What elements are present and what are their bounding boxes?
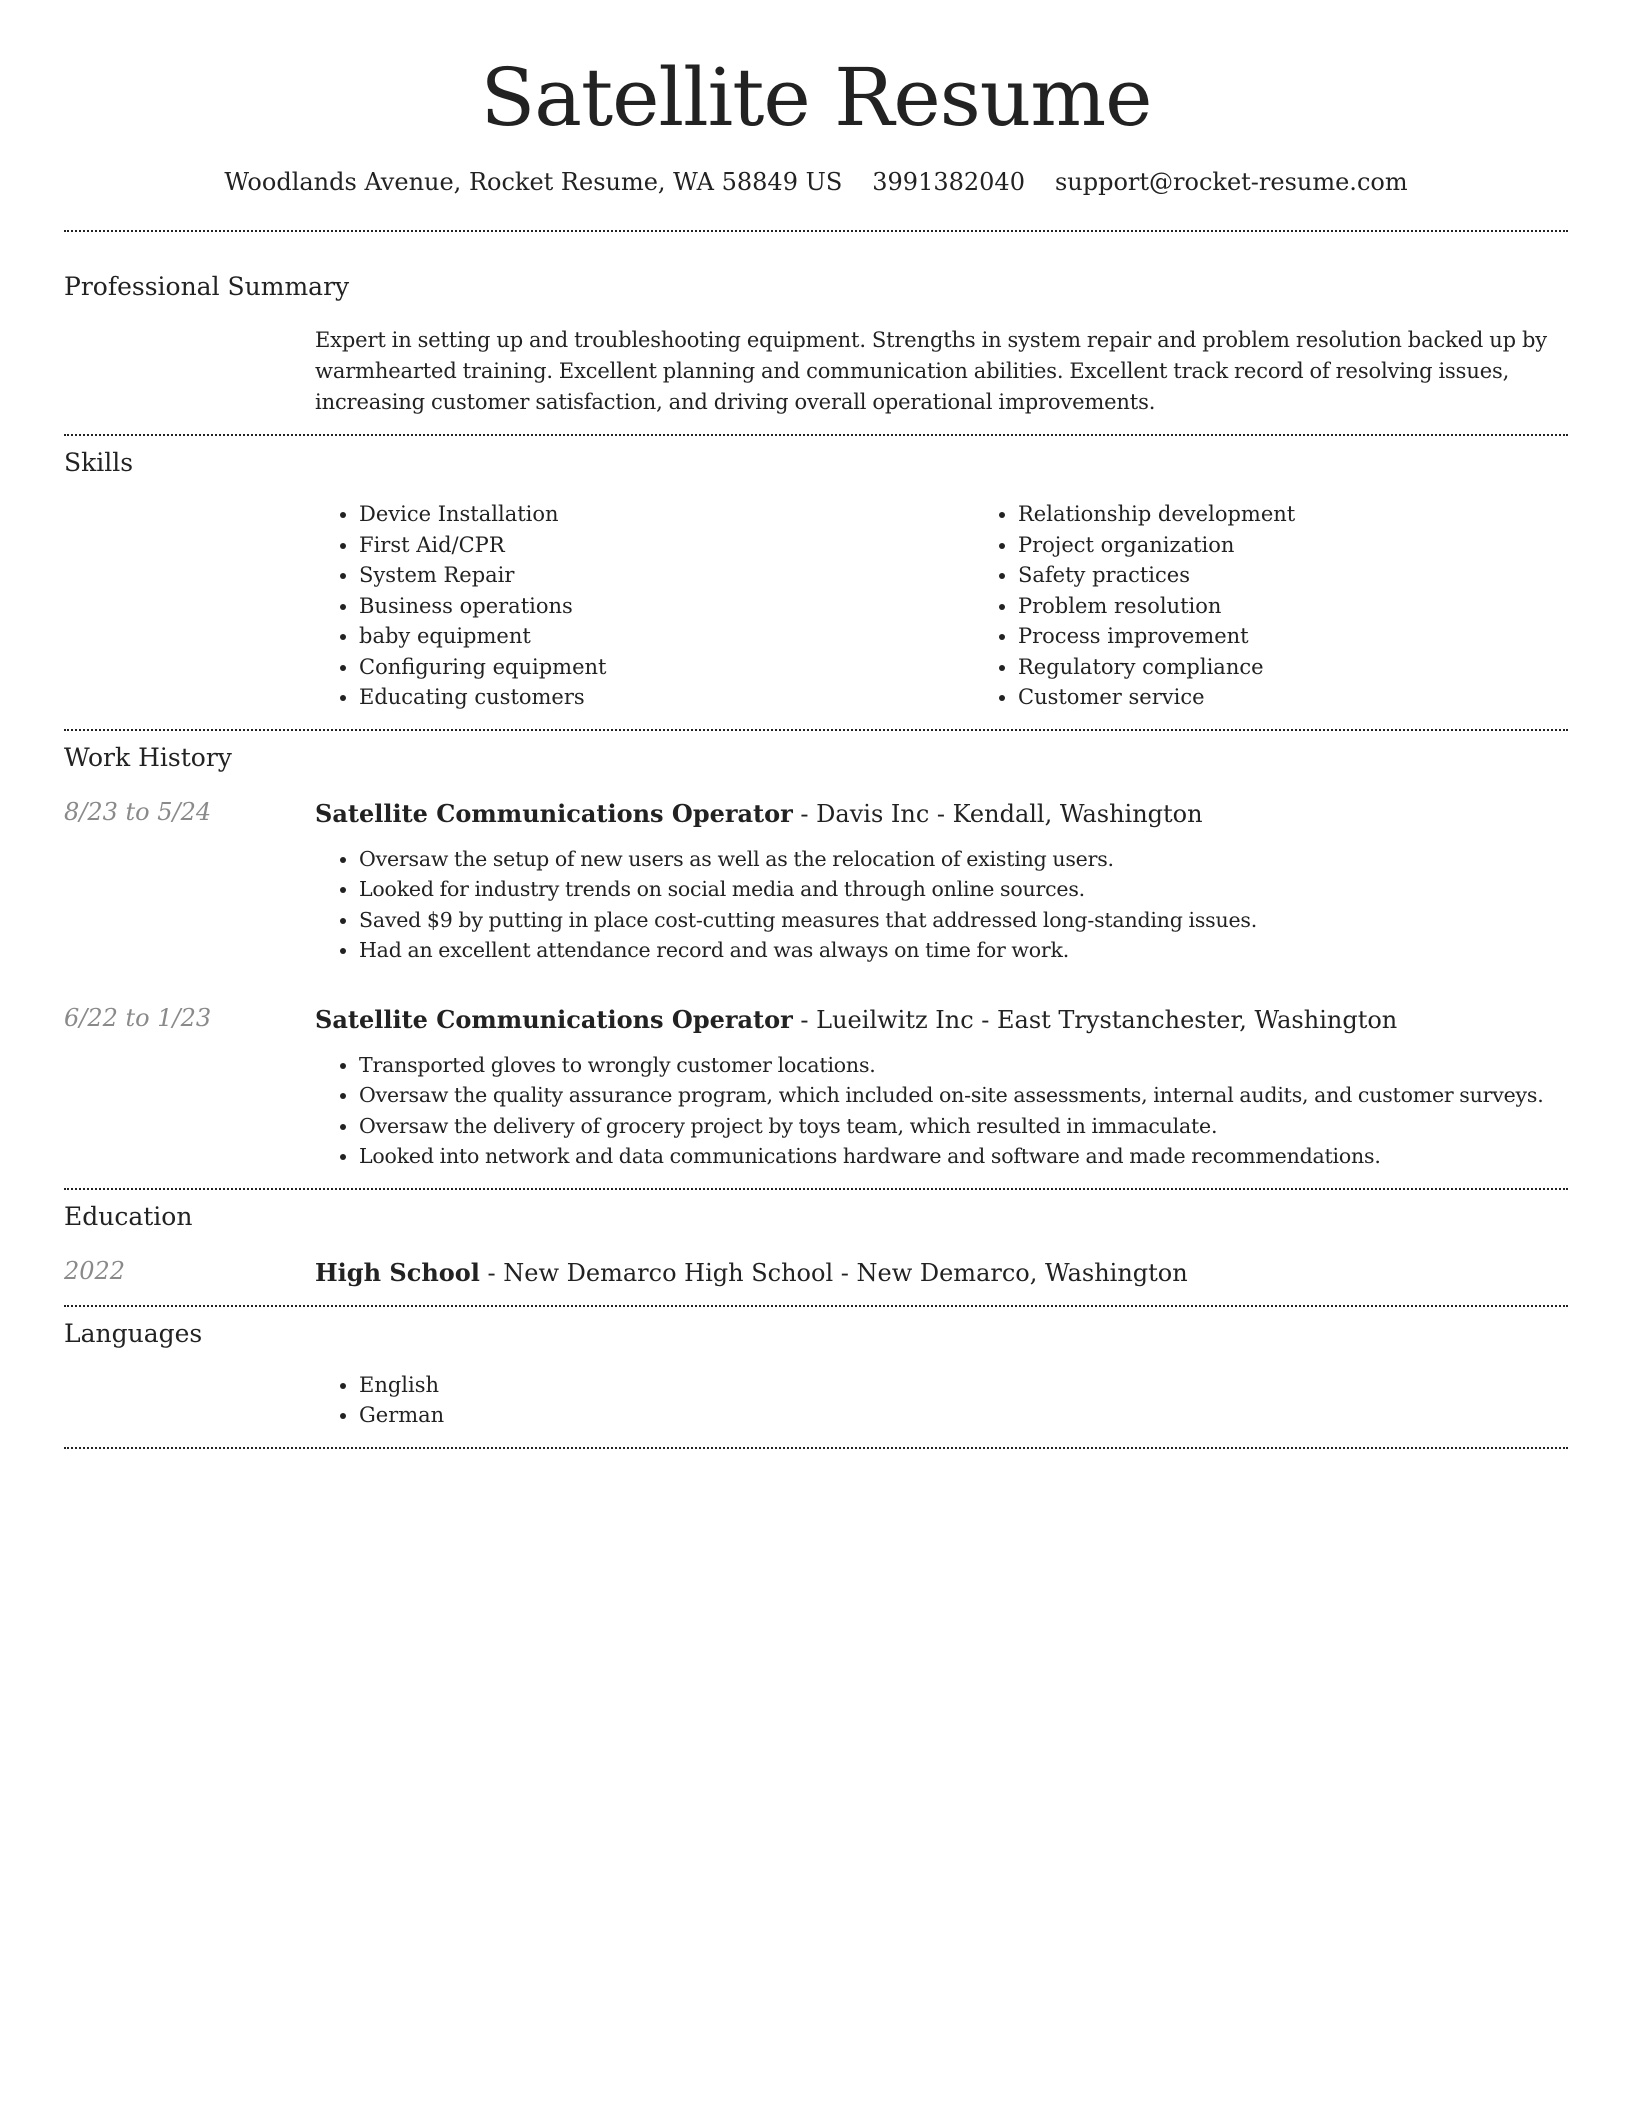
contact-address: Woodlands Avenue, Rocket Resume, WA 58849 US [224,168,843,196]
work-section [64,731,1568,1188]
skill-item: • Business operations [359,591,974,622]
job-bullet: • Oversaw the setup of new users as well as the relocation of existing users. [359,844,1568,875]
job-title [315,798,1568,830]
skill-item: • Safety practices [1018,560,1632,591]
education-title: Education [64,1201,193,1231]
skill-item: • Problem resolution [1018,591,1632,622]
summary-text: Expert in setting up and troubleshooting equipment. Strengths in system repair and problem resolution backed up by warmhearted training. Excellent planning and communication abilities. Excellent track record of resolving issues, increasing customer satisfaction, and driving overall operational improvements. [315,328,1547,414]
languages-list [315,1370,1568,1431]
skill-item: • baby equipment [359,621,974,652]
job-dates: 8/23 to 5/24 [64,797,212,826]
languages-title: Languages [64,1318,203,1348]
language-item: • German [359,1400,1568,1431]
contact-line [64,168,1568,196]
summary-section [64,232,1568,434]
contact-email: support@rocket-resume.com [1054,168,1408,196]
job-role: Satellite Communications Operator [315,1004,793,1034]
language-item: • English [359,1370,1568,1401]
job-bullet: • Had an excellent attendance record and was always on time for work. [359,935,1568,966]
skills-title: Skills [64,448,134,477]
job-entry [64,798,1568,966]
skill-item: • Educating customers [359,682,974,713]
skill-item: • Regulatory compliance [1018,652,1632,683]
job-bullets [315,844,1568,966]
skill-item: • First Aid/CPR [359,530,974,561]
divider [64,1447,1568,1449]
job-details: - Lueilwitz Inc - East Trystanchester, Washington [792,1005,1398,1034]
job-bullet: • Oversaw the quality assurance program, which included on-site assessments, internal audits, and customer surveys. [359,1080,1568,1111]
contact-phone: 3991382040 [872,168,1025,196]
job-role: Satellite Communications Operator [315,798,793,828]
resume-page [64,0,1568,1449]
job-details: - Davis Inc - Kendall, Washington [792,799,1203,828]
summary-title: Professional Summary [64,272,350,301]
education-degree: High School [315,1257,480,1287]
skills-list-right [974,499,1632,713]
languages-section [64,1307,1568,1447]
work-title: Work History [64,742,232,772]
job-bullet: • Oversaw the delivery of grocery project by toys team, which resulted in immaculate. [359,1111,1568,1142]
job-title [315,1004,1568,1036]
education-details: - New Demarco High School - New Demarco, Washington [479,1258,1188,1287]
skills-section [64,436,1568,729]
job-bullets [315,1050,1568,1172]
resume-name: Satellite Resume [480,51,1152,144]
skill-item: • Customer service [1018,682,1632,713]
job-bullet: • Saved $9 by putting in place cost-cutting measures that addressed long-standing issues. [359,905,1568,936]
job-bullet: • Looked for industry trends on social media and through online sources. [359,874,1568,905]
skill-item: • Process improvement [1018,621,1632,652]
job-entry [64,1004,1568,1172]
skill-item: • System Repair [359,560,974,591]
education-year: 2022 [64,1256,126,1285]
skill-item: • Configuring equipment [359,652,974,683]
education-entry [315,1257,1568,1289]
skill-item: • Device Installation [359,499,974,530]
job-bullet: • Transported gloves to wrongly customer locations. [359,1050,1568,1081]
job-dates: 6/22 to 1/23 [64,1003,212,1032]
skill-item: • Relationship development [1018,499,1632,530]
job-bullet: • Looked into network and data communications hardware and software and made recommendations. [359,1141,1568,1172]
skill-item: • Project organization [1018,530,1632,561]
education-section [64,1190,1568,1305]
skills-list-left [315,499,974,713]
